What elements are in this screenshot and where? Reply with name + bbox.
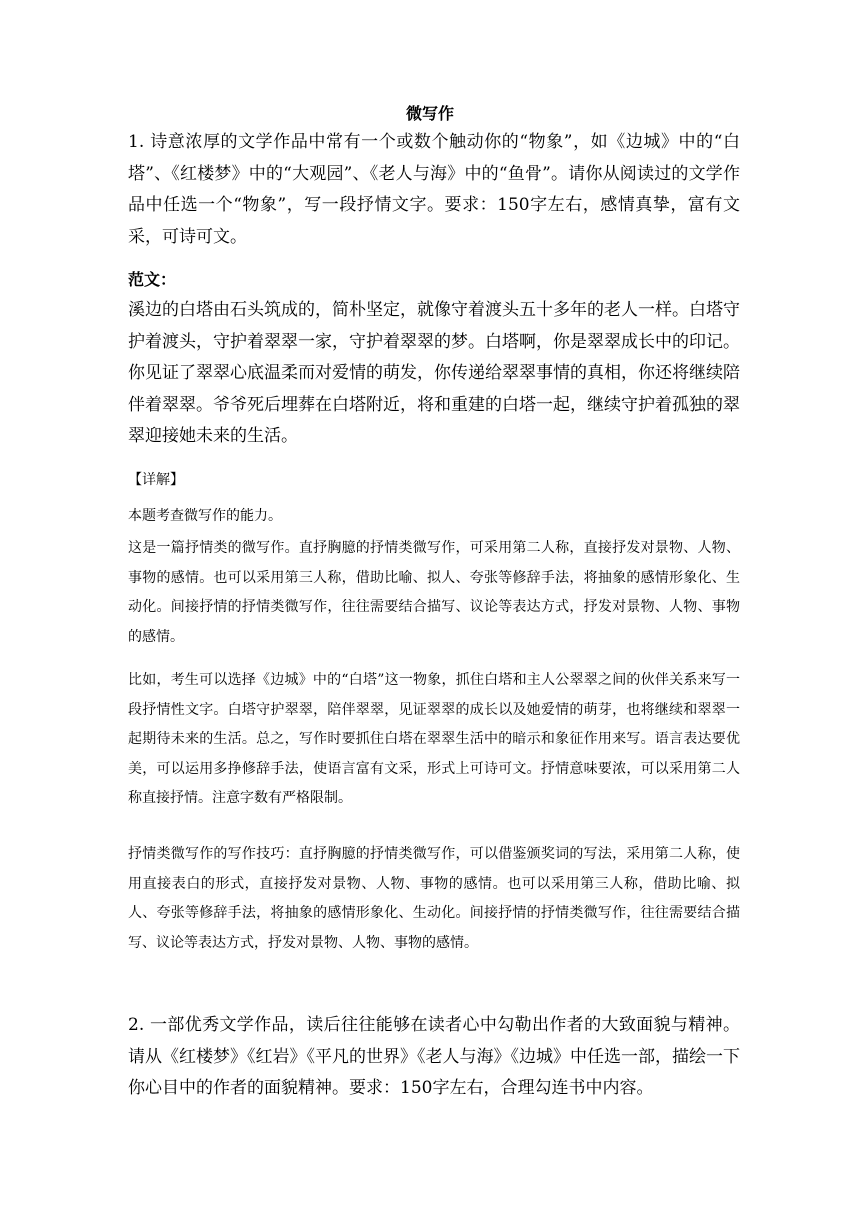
sample-text: 溪边的白塔由石头筑成的，简朴坚定，就像守着渡头五十多年的老人一样。白塔守护着渡头，守护着翠翠一家，守护着翠翠的梦。白塔啊，你是翠翠成长中的印记。你见证了翠翠心底温柔而对爱情的萌发，你传递给翠翠事情的真相，你还将继续陪伴着翠翠。爷爷死后埋葬在白塔附近，将和重建的白塔一起，继续守护着孤独的翠翠迎接她未来的生活。 [128,300,740,446]
detail-paragraph-3: 比如，考生可以选择《边城》中的“白塔”这一物象，抓住白塔和主人公翠翠之间的伙伴关系来写一段抒情性文字。白塔守护翠翠，陪伴翠翠，见证翠翠的成长以及她爱情的萌芽，也将继续和翠翠一起期待未来的生活。总之，写作时要抓住白塔在翠翠生活中的暗示和象征作用来写。语言表达要优美，可以运用多挣修辞手法，使语言富有文采，形式上可诗可文。抒情意味要浓，可以采用第二人称直接抒情。注意字数有严格限制。 [128,672,740,806]
question-2-prompt: 2. 一部优秀文学作品，读后往往能够在读者心中勾勒出作者的大致面貌与精神。请从《红楼梦》《红岩》《平凡的世界》《老人与海》《边城》中任选一部，描绘一下你心目中的作者的面貌精神。要求：150字左右，合理勾连书中内容。 [128,1015,740,1098]
detail-label: 【详解】 [128,472,184,488]
detail-paragraph-4: 抒情类微写作的写作技巧：直抒胸臆的抒情类微写作，可以借鉴颁奖词的写法，采用第二人称，使用直接表白的形式，直接抒发对景物、人物、事物的感情。也可以采用第三人称，借助比喻、拟人、夸张等修辞手法，将抽象的感情形象化、生动化。间接抒情的抒情类微写作，往往需要结合描写、议论等表达方式，抒发对景物、人物、事物的感情。 [128,846,740,951]
sample-label: 范文： [128,270,177,289]
detail-paragraph-1: 本题考查微写作的能力。 [128,508,282,524]
question-1-prompt: 1. 诗意浓厚的文学作品中常有一个或数个触动你的“物象”，如《边城》中的“白塔”、《红楼梦》中的“大观园”、《老人与海》中的“鱼骨”。请你从阅读过的文学作品中任选一个“物象”，写一段抒情文字。要求：150字左右，感情真挚，富有文采，可诗可文。 [128,132,740,247]
page-title: 微写作 [405,104,454,123]
detail-paragraph-2: 这是一篇抒情类的微写作。直抒胸臆的抒情类微写作，可采用第二人称，直接抒发对景物、人物、事物的感情。也可以采用第三人称，借助比喻、拟人、夸张等修辞手法，将抽象的感情形象化、生动化。间接抒情的抒情类微写作，往往需要结合描写、议论等表达方式，抒发对景物、人物、事物的感情。 [128,540,740,645]
